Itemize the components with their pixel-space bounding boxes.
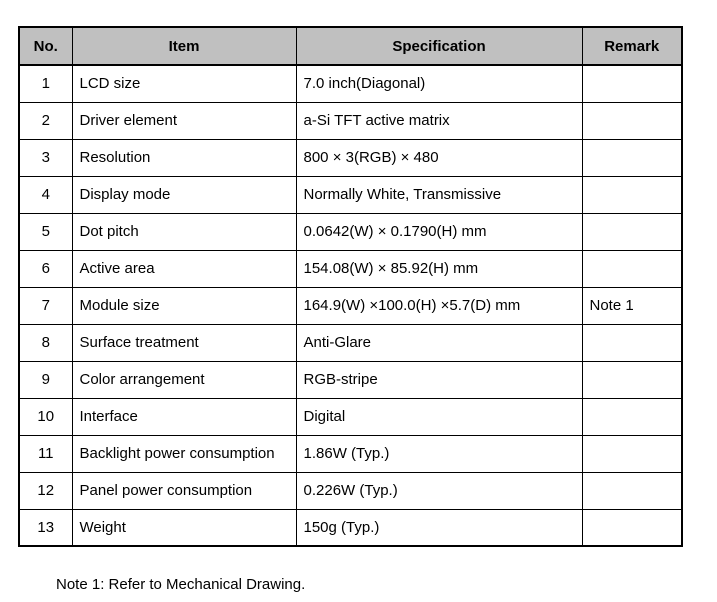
row-specification: 0.0642(W) × 0.1790(H) mm [296, 213, 582, 250]
table-row [19, 361, 682, 398]
row-remark [582, 398, 682, 435]
row-specification: Normally White, Transmissive [296, 176, 582, 213]
table-row [19, 139, 682, 176]
row-specification: Anti-Glare [296, 324, 582, 361]
row-remark [582, 139, 682, 176]
table-header [19, 27, 682, 65]
row-specification: 150g (Typ.) [296, 509, 582, 546]
header-no: No. [19, 27, 72, 65]
row-number: 13 [19, 509, 72, 546]
table-row [19, 287, 682, 324]
row-specification: 154.08(W) × 85.92(H) mm [296, 250, 582, 287]
row-number: 6 [19, 250, 72, 287]
table-row [19, 435, 682, 472]
row-remark [582, 435, 682, 472]
row-specification: RGB-stripe [296, 361, 582, 398]
row-item: Interface [72, 398, 296, 435]
row-remark [582, 213, 682, 250]
row-item: Panel power consumption [72, 472, 296, 509]
row-specification: 1.86W (Typ.) [296, 435, 582, 472]
row-specification: 800 × 3(RGB) × 480 [296, 139, 582, 176]
row-remark [582, 250, 682, 287]
header-specification: Specification [296, 27, 582, 65]
row-specification: 7.0 inch(Diagonal) [296, 65, 582, 102]
row-item: Color arrangement [72, 361, 296, 398]
row-remark [582, 361, 682, 398]
footnote: Note 1: Refer to Mechanical Drawing. [56, 576, 306, 593]
row-item: Surface treatment [72, 324, 296, 361]
row-number: 5 [19, 213, 72, 250]
row-remark [582, 472, 682, 509]
table-row [19, 472, 682, 509]
header-row [19, 27, 682, 65]
row-specification: 164.9(W) ×100.0(H) ×5.7(D) mm [296, 287, 582, 324]
table-row [19, 324, 682, 361]
row-item: Backlight power consumption [72, 435, 296, 472]
row-remark [582, 176, 682, 213]
row-specification: Digital [296, 398, 582, 435]
row-remark [582, 102, 682, 139]
specification-table [18, 26, 683, 547]
row-item: Active area [72, 250, 296, 287]
table-body [19, 65, 682, 546]
row-remark: Note 1 [582, 287, 682, 324]
row-item: Display mode [72, 176, 296, 213]
row-number: 2 [19, 102, 72, 139]
row-item: Weight [72, 509, 296, 546]
row-number: 12 [19, 472, 72, 509]
table-row [19, 102, 682, 139]
row-remark [582, 509, 682, 546]
row-remark [582, 324, 682, 361]
table-row [19, 398, 682, 435]
row-specification: 0.226W (Typ.) [296, 472, 582, 509]
table-row [19, 65, 682, 102]
table-row [19, 213, 682, 250]
row-remark [582, 65, 682, 102]
table-row [19, 250, 682, 287]
table-row [19, 509, 682, 546]
row-number: 7 [19, 287, 72, 324]
row-number: 8 [19, 324, 72, 361]
row-item: Resolution [72, 139, 296, 176]
row-item: LCD size [72, 65, 296, 102]
row-number: 11 [19, 435, 72, 472]
row-item: Dot pitch [72, 213, 296, 250]
row-specification: a-Si TFT active matrix [296, 102, 582, 139]
row-number: 9 [19, 361, 72, 398]
row-item: Module size [72, 287, 296, 324]
row-number: 1 [19, 65, 72, 102]
table-row [19, 176, 682, 213]
row-number: 3 [19, 139, 72, 176]
row-item: Driver element [72, 102, 296, 139]
row-number: 4 [19, 176, 72, 213]
row-number: 10 [19, 398, 72, 435]
header-remark: Remark [582, 27, 682, 65]
header-item: Item [72, 27, 296, 65]
